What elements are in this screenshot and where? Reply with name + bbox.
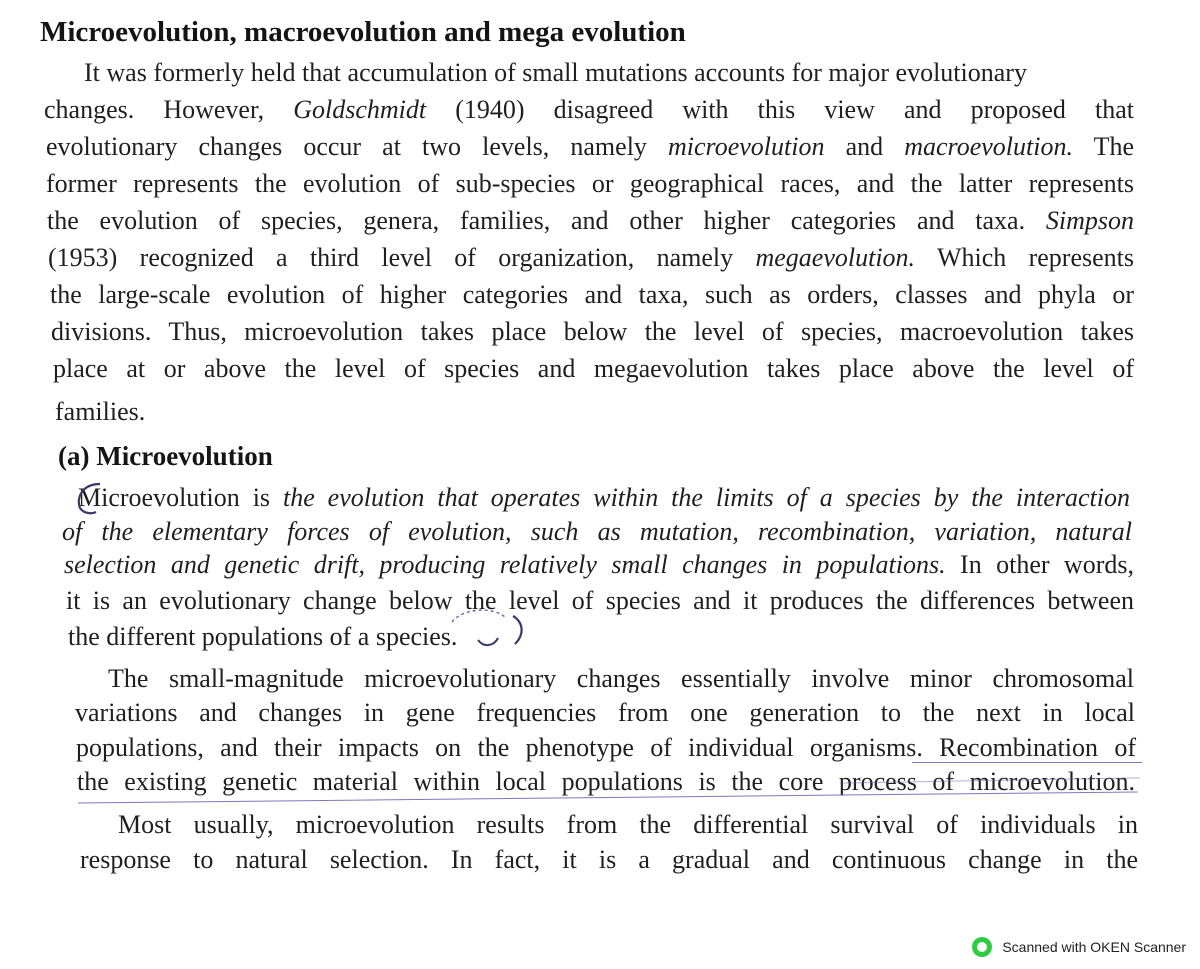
- para2-line-4: it is an evolutionary change below the level of species and it produces the differences between: [66, 586, 1134, 615]
- para3-line-4: the existing genetic material within local populations is the core process of microevolution.: [77, 767, 1135, 796]
- para2-line-1: Microevolution is the evolution that operates within the limits of a species by the interaction: [78, 483, 1130, 512]
- para3-line-3: populations, and their impacts on the phenotype of individual organisms. Recombination of: [76, 733, 1136, 762]
- scanner-logo-icon: [972, 937, 992, 957]
- para1-line-4: former represents the evolution of sub-species or geographical races, and the latter represents: [46, 169, 1134, 198]
- para1-line-3: evolutionary changes occur at two levels, namely microevolution and macroevolution. The: [46, 132, 1135, 161]
- pen-underline-1: [912, 762, 1142, 763]
- para1-line-1: It was formerly held that accumulation of small mutations accounts for major evolutionary: [84, 58, 1027, 87]
- para1-line-5: the evolution of species, genera, families, and other higher categories and taxa. Simpson: [47, 206, 1134, 235]
- para1-line-9: place at or above the level of species and megaevolution takes place above the level of: [53, 354, 1134, 383]
- para1-line-2: changes. However, Goldschmidt (1940) disagreed with this view and proposed that: [44, 95, 1135, 124]
- para3-line-2: variations and changes in gene frequencies from one generation to the next in local: [75, 698, 1135, 727]
- para2-line-2: of the elementary forces of evolution, such as mutation, recombination, variation, natural: [62, 517, 1132, 546]
- para1-line-8: divisions. Thus, microevolution takes place below the level of species, macroevolution takes: [51, 317, 1134, 346]
- scanner-watermark: [972, 937, 1186, 957]
- para1-line-6: (1953) recognized a third level of organization, namely megaevolution. Which represents: [48, 243, 1134, 272]
- section-heading: Microevolution, macroevolution and mega evolution: [40, 16, 686, 48]
- para3-line-1: The small-magnitude microevolutionary changes essentially involve minor chromosomal: [108, 664, 1134, 693]
- subsection-heading: (a) Microevolution: [58, 441, 273, 471]
- pen-bracket-close-mark: [505, 612, 535, 648]
- para2-line-3: selection and genetic drift, producing relatively small changes in populations. In other words,: [64, 550, 1134, 579]
- para4-line-2: response to natural selection. In fact, it is a gradual and continuous change in the: [80, 845, 1138, 874]
- para4-line-1: Most usually, microevolution results from the differential survival of individuals in: [118, 810, 1138, 839]
- scanner-watermark-text: Scanned with OKEN Scanner: [1002, 939, 1186, 955]
- para1-line-10: families.: [55, 397, 146, 426]
- para2-line-5: the different populations of a species.: [68, 622, 458, 651]
- para1-line-7: the large-scale evolution of higher categories and taxa, such as orders, classes and phyla or: [50, 280, 1134, 309]
